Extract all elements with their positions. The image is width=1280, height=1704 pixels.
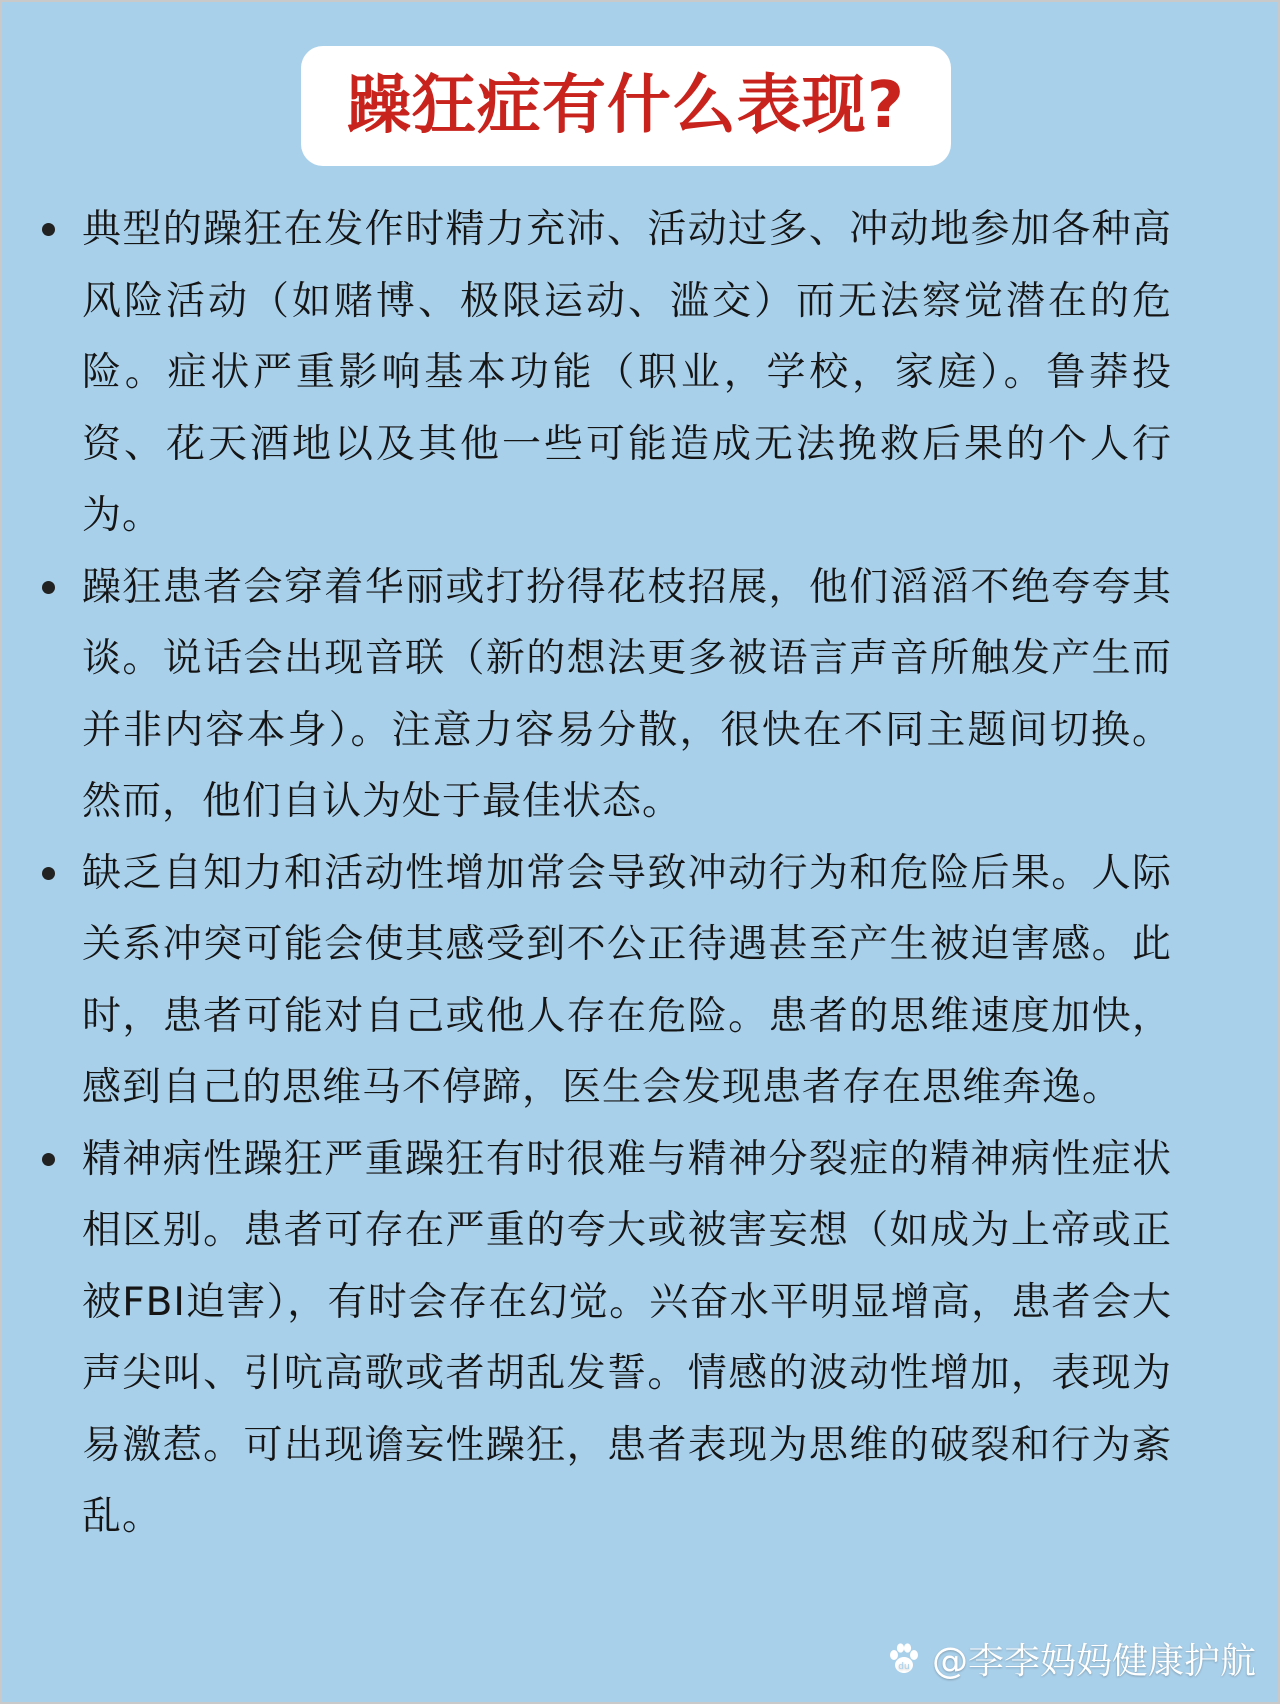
bullet-dot-icon	[42, 223, 55, 236]
bullet-item-4	[42, 1124, 1172, 1553]
title-banner	[301, 46, 951, 166]
watermark-text: @李李妈妈健康护航	[931, 1641, 1256, 1682]
bullet-text: 精神病性躁狂严重躁狂有时很难与精神分裂症的精神病性症状相区别。患者可存在严重的夸大或被害妄想（如成为上帝或正被FBI迫害），有时会存在幻觉。兴奋水平明显增高，患者会大声尖叫、引吭高歌或者胡乱发誓。情感的波动性增加，表现为易激惹。可出现谵妄性躁狂，患者表现为思维的破裂和行为紊乱。	[82, 1136, 1172, 1539]
svg-text:du: du	[898, 1661, 910, 1672]
paw-logo-icon	[884, 1639, 924, 1679]
bullet-list	[42, 194, 1172, 1553]
page-title: 躁狂症有什么表现?	[346, 69, 906, 143]
bullet-text: 躁狂患者会穿着华丽或打扮得花枝招展，他们滔滔不绝夸夸其谈。说话会出现音联（新的想法更多被语言声音所触发产生而并非内容本身）。注意力容易分散，很快在不同主题间切换。然而，他们自认为处于最佳状态。	[82, 564, 1172, 824]
bullet-item-2	[42, 552, 1172, 838]
bullet-item-1	[42, 194, 1172, 552]
bullet-item-3	[42, 838, 1172, 1124]
bullet-dot-icon	[42, 867, 55, 880]
bullet-dot-icon	[42, 581, 55, 594]
bullet-text: 缺乏自知力和活动性增加常会导致冲动行为和危险后果。人际关系冲突可能会使其感受到不公正待遇甚至产生被迫害感。此时，患者可能对自己或他人存在危险。患者的思维速度加快，感到自己的思维马不停蹄，医生会发现患者存在思维奔逸。	[82, 850, 1172, 1110]
bullet-dot-icon	[42, 1153, 55, 1166]
watermark	[884, 1633, 1256, 1684]
bullet-text: 典型的躁狂在发作时精力充沛、活动过多、冲动地参加各种高风险活动（如赌博、极限运动、滥交）而无法察觉潜在的危险。症状严重影响基本功能（职业，学校，家庭）。鲁莽投资、花天酒地以及其他一些可能造成无法挽救后果的个人行为。	[82, 207, 1172, 538]
